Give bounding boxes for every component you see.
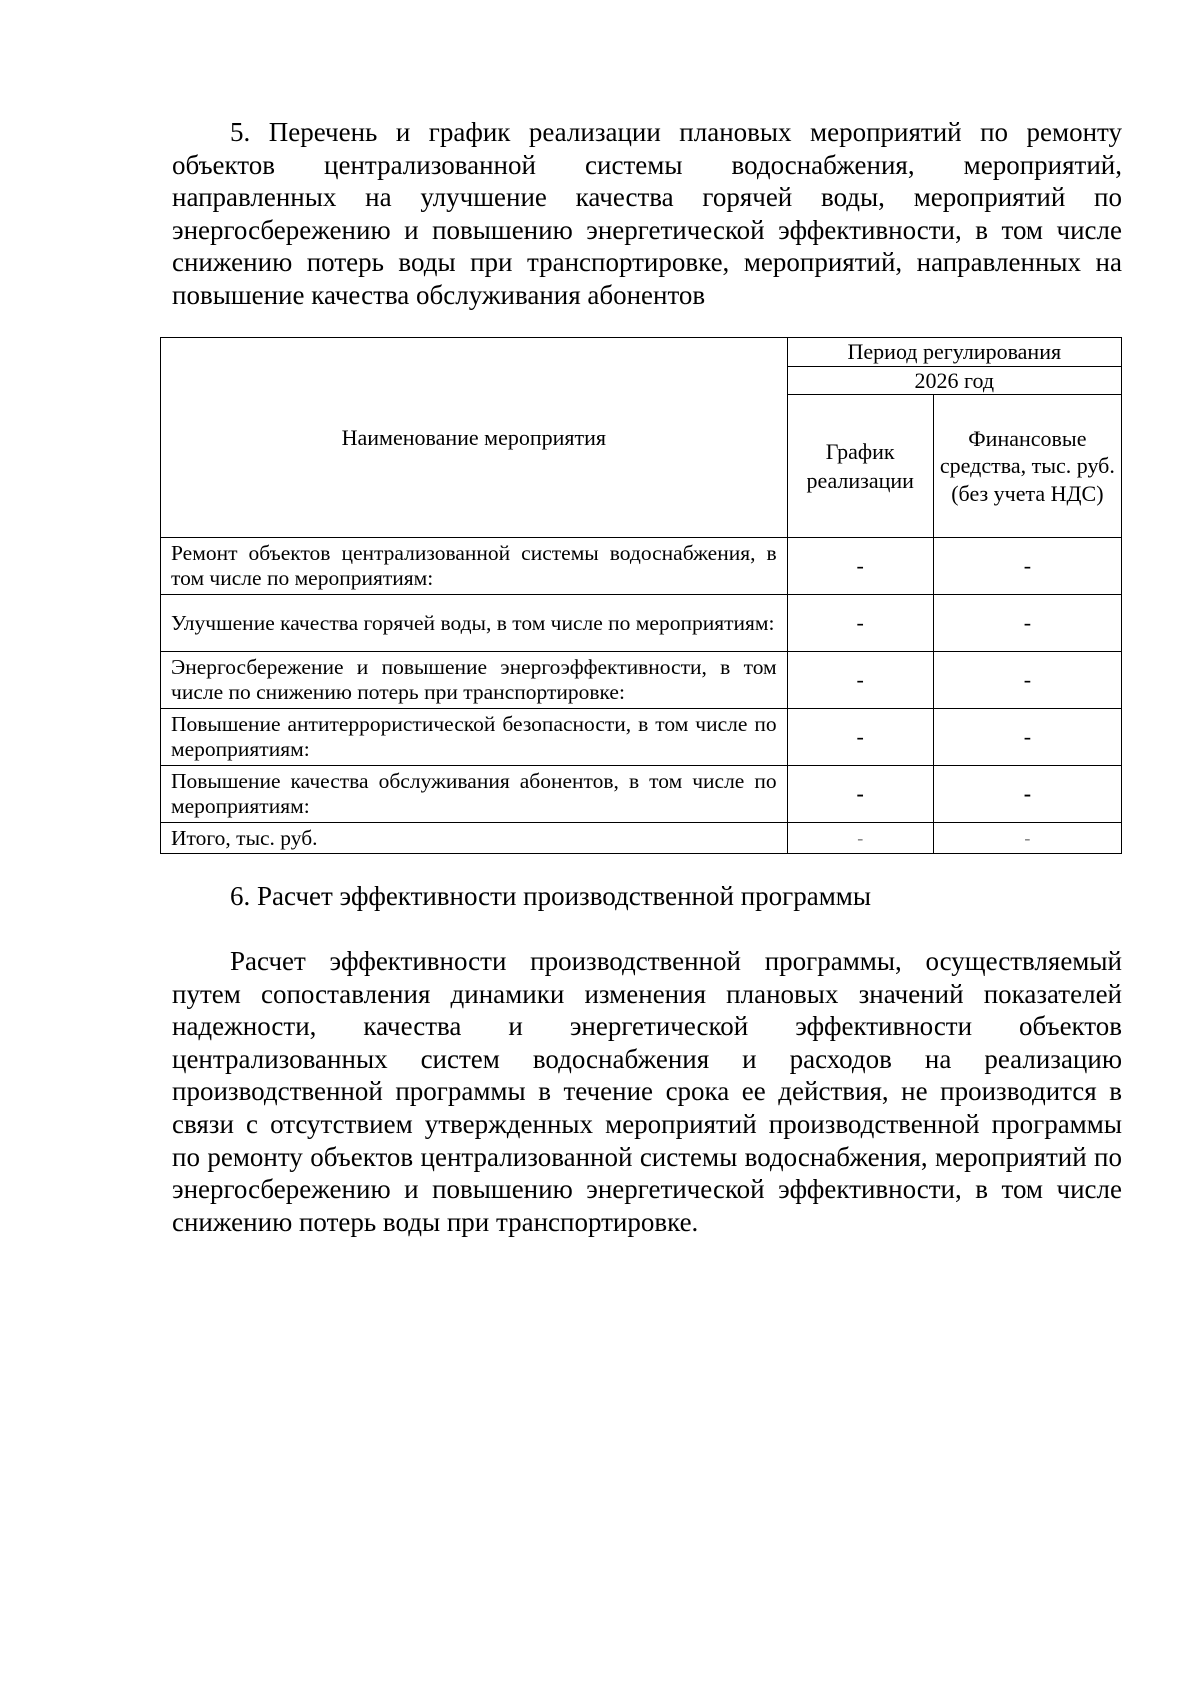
row-measure-name: Ремонт объектов централизованной системы водоснабжения, в том числе по мероприятиям:	[161, 538, 788, 595]
row-finance-value: -	[933, 709, 1121, 766]
row-finance-value: -	[933, 766, 1121, 823]
row-schedule-value: -	[787, 709, 933, 766]
row-measure-name: Энергосбережение и повышение энергоэффективности, в том числе по снижению потерь при транспортировке:	[161, 652, 788, 709]
row-schedule-value: -	[787, 652, 933, 709]
header-schedule: График реализации	[787, 395, 933, 538]
table-row	[161, 766, 1122, 823]
section-6-heading: 6. Расчет эффективности производственной программы	[230, 881, 872, 911]
table-row	[161, 709, 1122, 766]
row-schedule-value: -	[787, 766, 933, 823]
row-schedule-value: -	[787, 595, 933, 652]
table-header-row	[161, 338, 1122, 367]
measures-table	[160, 337, 1122, 854]
row-finance-value: -	[933, 652, 1121, 709]
row-measure-name: Повышение качества обслуживания абонентов, в том числе по мероприятиям:	[161, 766, 788, 823]
table-row	[161, 652, 1122, 709]
table-total-row	[161, 823, 1122, 854]
section-6-body: Расчет эффективности производственной программы, осуществляемый путем сопоставления динамики изменения плановых значений показателей надежности, качества и энергетической эффективности объектов централизованных систем водоснабжения и расходов на реализацию производственной программы в течение срока ее действия, не производится в связи с отсутствием утвержденных мероприятий производственной программы по ремонту объектов централизованной системы водоснабжения, мероприятий по энергосбережению и повышению энергетической эффективности, в том числе снижению потерь воды при транспортировке.	[172, 946, 1122, 1237]
header-measure-name: Наименование мероприятия	[161, 338, 788, 538]
row-finance-value: -	[933, 595, 1121, 652]
row-measure-name: Повышение антитеррористической безопасности, в том числе по мероприятиям:	[161, 709, 788, 766]
section-5-title: 5. Перечень и график реализации плановых мероприятий по ремонту объектов централизованной системы водоснабжения, мероприятий, направленных на улучшение качества горячей воды, мероприятий по энергосбережению и повышению энергетической эффективности, в том числе снижению потерь воды при транспортировке, мероприятий, направленных на повышение качества обслуживания абонентов	[172, 117, 1122, 310]
header-finance: Финансовые средства, тыс. руб. (без учета НДС)	[933, 395, 1121, 538]
total-label: Итого, тыс. руб.	[161, 823, 788, 854]
header-year: 2026 год	[787, 367, 1121, 395]
row-finance-value: -	[933, 538, 1121, 595]
table-row	[161, 595, 1122, 652]
table-row	[161, 538, 1122, 595]
row-schedule-value: -	[787, 538, 933, 595]
row-measure-name: Улучшение качества горячей воды, в том числе по мероприятиям:	[161, 595, 788, 652]
header-period: Период регулирования	[787, 338, 1121, 367]
total-finance-value: -	[933, 823, 1121, 854]
total-schedule-value: -	[787, 823, 933, 854]
